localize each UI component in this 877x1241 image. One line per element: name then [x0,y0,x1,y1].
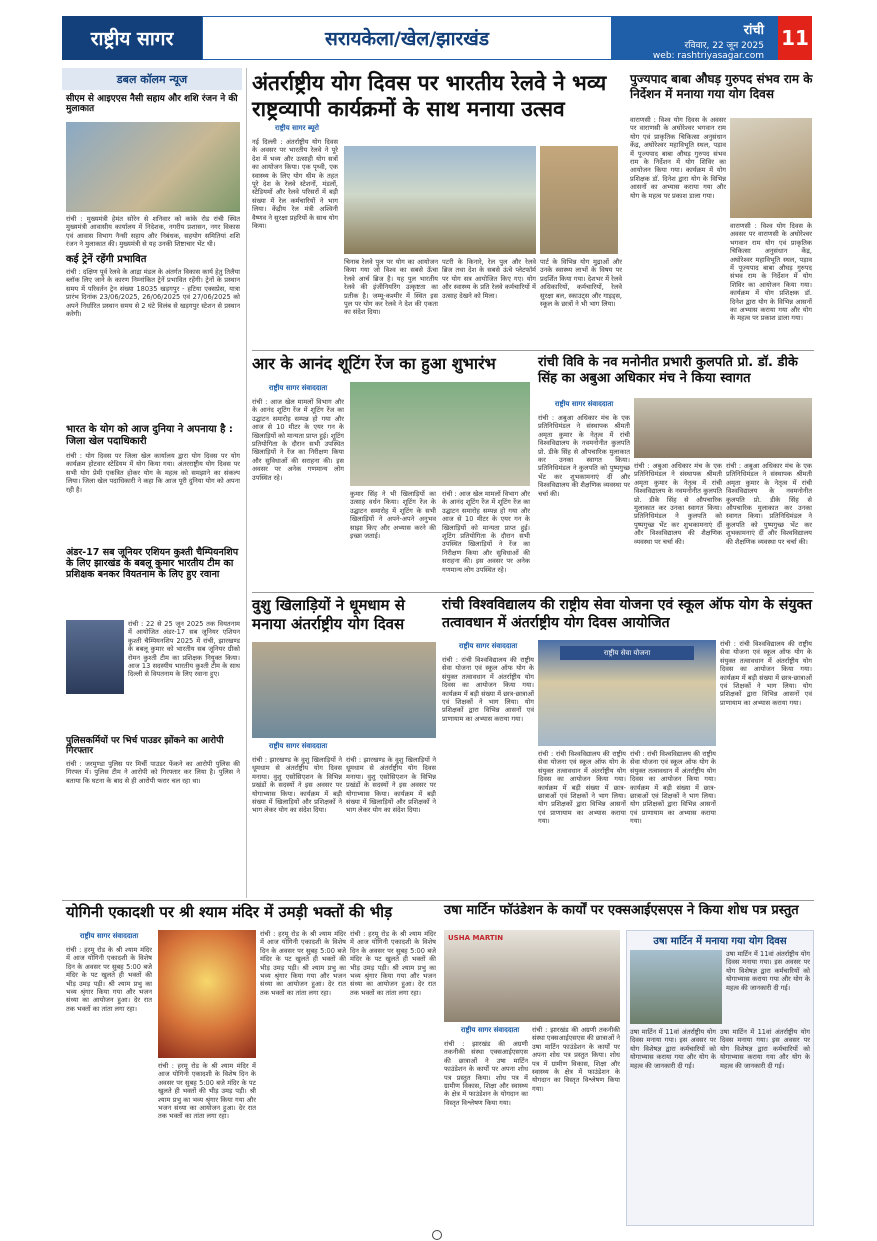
nss-byline: राष्ट्रीय सागर संवाददाता [458,642,518,650]
shooting-byline: राष्ट्रीय सागर संवाददाता [268,384,328,392]
story4-body: रांची : 22 से 25 जून 2025 तक वियतनाम में आयोजित अंडर-17 सब जूनियर एशियन कुश्ती चैम्पियनशिप 2025 में रांची, झारखण्ड के बबलू कुमार को भारतीय सब जूनियर ग्रीको रोमन कुश्ती टीम का प्रशिक्षक नियुक्त किया। आज 13 सदस्यीय भारतीय कुश्ती टीम के साथ दिल्ली से वियतनाम के लिए रवाना हुए। [128,620,240,679]
shooting-range-photo [350,382,530,486]
lead-body-col3: पटरी के किनारे, रेल पुल और रेलवे ब्रिज तथा देश के सबसे ऊंचे प्लेटफॉर्म पर योग सत्र आयोजित किए गए। योग और स्वास्थ्य के प्रति रेलवे कर्मचारियों में उत्साह देखने को मिला। [442,258,536,300]
ekadashi-body-4: रांची : हरमू रोड के श्री श्याम मंदिर में आज योगिनी एकादशी के विशेष दिन के अवसर पर सुबह 5:00 बजे मंदिर के पट खुलते ही भक्तों की भीड़ उमड़ पड़ी। श्री श्याम प्रभु का भव्य श्रृंगार किया गया और भजन संध्या का आयोजन हुआ। देर रात तक भक्तों का तांता लगा रहा। [350,930,436,997]
story5-headline: पुलिसकर्मियों पर भिर्च पाउडर झोंकने का आरोपी गिरफ्तार [66,736,224,757]
ekadashi-byline: राष्ट्रीय सागर संवाददाता [79,932,139,940]
section-rule-3 [62,900,814,901]
section-rule-2 [252,592,814,593]
bridge-yoga-photo [344,146,536,254]
wushu-headline: वुशु खिलाड़ियों ने धूमधाम से मनाया अंतर्राष्ट्रीय योग दिवस [252,596,405,633]
story1-headline: सीएम से आइएएस नैसी सहाय और शशि रंजन ने की मुलाकात [66,94,238,115]
ekadashi-headline: योगिनी एकादशी पर श्री श्याम मंदिर में उमड़ी भक्तों की भीड़ [66,903,393,921]
usha-side-headline: उषा मार्टिन में मनाया गया योग दिवस [653,936,787,947]
nss-headline: रांची विश्वविद्यालय की राष्ट्रीय सेवा योजना एवं स्कूल ऑफ योग के संयुक्त तत्वावधान में अंतर्राष्ट्रीय योग दिवस आयोजित [442,597,812,631]
story1-body: रांची : मुख्यमंत्री हेमंत सोरेन से शनिवार को कांके रोड रांची स्थित मुख्यमंत्री आवासीय कार्यालय में निदेशक, नगरीय प्रशासन, नगर विकास एवं आवास विभाग नैन्सी सहाय और निबंधक, सहयोग समितियां शशि रंजन ने मुलाकात की। मुख्यमंत्री से यह उनकी शिष्टाचार भेंट थी। [66,215,240,249]
lead-body-col2: चिनाब रेलवे पुल पर योग का आयोजन किया गया जो विश्व का सबसे ऊँचा रेलवे आर्च ब्रिज है। यह पुल भारतीय रेलवे की इंजीनियरिंग उत्कृष्टता का प्रतीक है। जम्मू-कश्मीर में स्थित इस पुल पर योग कर रेलवे ने देश की एकता का संदेश दिया। [344,258,438,317]
section-rule [252,350,814,351]
vc-welcome-photo [634,398,812,458]
usha-side-body-2: उषा मार्टिन में 11वां अंतर्राष्ट्रीय योग दिवस मनाया गया। इस अवसर पर योग विशेषज्ञ द्वारा कर्मचारियों को योगाभ्यास कराया गया और योग के महत्व की जानकारी दी गई। [630,1028,716,1070]
lead-byline: राष्ट्रीय सागर ब्यूरो [275,124,319,132]
baba-headline: पुज्यपाद बाबा औघड़ गुरुपद संभव राम के निर्देशन में मनाया गया योग दिवस [630,72,813,101]
baba-body: वाराणसी : विश्व योग दिवस के अवसर पर वाराणसी के अघोरेश्वर भगवान राम योग एवं प्राकृतिक चिकित्सा अनुसंधान केंद्र, अघोरेश्वर महाविभूति स्थल, पड़ाव में पूज्यपाद बाबा औघड़ गुरुपद संभव राम के निर्देशन में योग शिविर का आयोजन किया गया। कार्यक्रम में योग प्रशिक्षक डॉ. दिनेश द्वारा योग के विभिन्न आसनों का अभ्यास कराया गया और योग के महत्व पर प्रकाश डाला गया। [630,116,726,200]
website-text[interactable]: web: rashtriyasagar.com [652,51,764,61]
usha-yoga-photo [630,950,722,1024]
page-number: 11 [778,16,812,60]
vc-body-2: रांची : अबुआ अधिकार मंच के एक प्रतिनिधिमंडल ने संस्थापक श्रीमती अमृता कुमार के नेतृत्व में रांची विश्वविद्यालय के नवमनोनीत कुलपति प्रो. डीके सिंह से औपचारिक मुलाकात कर उनका स्वागत किया। प्रतिनिधिमंडल ने कुलपति को पुष्पगुच्छ भेंट कर शुभकामनाएं दीं और विश्वविद्यालय की शैक्षणिक व्यवस्था पर चर्चा की। [634,462,722,546]
vc-byline: राष्ट्रीय सागर संवाददाता [554,400,614,408]
cm-meeting-photo [66,122,240,212]
baba-yoga-photo [730,118,812,218]
double-column-label: डबल कॉलम न्यूज [62,68,242,90]
usha-body-2: रांची : झारखंड की अग्रणी तकनीकी संस्था एक्सआईएसएस की छात्राओं ने उषा मार्टिन फाउंडेशन के कार्यों पर अपना शोध पत्र प्रस्तुत किया। शोध पत्र में ग्रामीण विकास, शिक्षा और स्वास्थ्य के क्षेत्र में फाउंडेशन के योगदान का विस्तृत विश्लेषण किया गया। [532,1026,620,1093]
ekadashi-body-3: रांची : हरमू रोड के श्री श्याम मंदिर में आज योगिनी एकादशी के विशेष दिन के अवसर पर सुबह 5:00 बजे मंदिर के पट खुलते ही भक्तों की भीड़ उमड़ पड़ी। श्री श्याम प्रभु का भव्य श्रृंगार किया गया और भजन संध्या का आयोजन हुआ। देर रात तक भक्तों का तांता लगा रहा। [260,930,346,997]
wushu-byline: राष्ट्रीय सागर संवाददाता [268,742,328,750]
story3-headline: भारत के योग को आज दुनिया ने अपनाया है : जिला खेल पदाधिकारी [66,424,233,447]
vc-body-3: रांची : अबुआ अधिकार मंच के एक प्रतिनिधिमंडल ने संस्थापक श्रीमती अमृता कुमार के नेतृत्व में रांची विश्वविद्यालय के नवमनोनीत कुलपति प्रो. डीके सिंह से औपचारिक मुलाकात कर उनका स्वागत किया। प्रतिनिधिमंडल ने कुलपति को पुष्पगुच्छ भेंट कर शुभकामनाएं दीं और विश्वविद्यालय की शैक्षणिक व्यवस्था पर चर्चा की। [726,462,812,546]
dateline [612,16,772,60]
lead-headline: अंतर्राष्ट्रीय योग दिवस पर भारतीय रेलवे ने भव्य राष्ट्रव्यापी कार्यक्रमों के साथ मनाया उत्सव [252,71,607,121]
column-divider [246,68,247,898]
registration-mark-icon [432,1230,442,1240]
station-yoga-photo [540,146,618,254]
nss-banner: राष्ट्रीय सेवा योजना [560,646,694,660]
lead-body-col4: पार्ट के विभिन्न योग मुद्राओं और उनके स्वास्थ्य लाभों के विषय पर प्रदर्शित किया गया। देशभर में रेलवे अधिकारियों, कर्मचारियों, रेलवे सुरक्षा बल, स्काउट्स और गाइड्स, स्कूल के छात्रों ने भी भाग लिया। [540,258,622,309]
usha-side-body-3: उषा मार्टिन में 11वां अंतर्राष्ट्रीय योग दिवस मनाया गया। इस अवसर पर योग विशेषज्ञ द्वारा कर्मचारियों को योगाभ्यास कराया गया और योग के महत्व की जानकारी दी गई। [720,1028,810,1070]
story3-body: रांची : योग दिवस पर जिला खेल कार्यालय द्वारा योग दिवस पर योग कार्यक्रम होटवार स्टेडियम में योग किया गया। अंतरराष्ट्रीय योग दिवस पर सभी योग प्रेमी एकत्रित होकर योग के महत्व को समझाने का संकल्प लिया। जिला खेल पदाधिकारी ने कहा कि आज पूरी दुनिया योग को अपना रही है। [66,452,240,494]
section-title: सरायकेला/खेल/झारखंड [202,16,612,60]
ekadashi-body-2: रांची : हरमू रोड के श्री श्याम मंदिर में आज योगिनी एकादशी के विशेष दिन के अवसर पर सुबह 5:00 बजे मंदिर के पट खुलते ही भक्तों की भीड़ उमड़ पड़ी। श्री श्याम प्रभु का भव्य श्रृंगार किया गया और भजन संध्या का आयोजन हुआ। देर रात तक भक्तों का तांता लगा रहा। [158,1062,256,1121]
ekadashi-body: रांची : हरमू रोड के श्री श्याम मंदिर में आज योगिनी एकादशी के विशेष दिन के अवसर पर सुबह 5:00 बजे मंदिर के पट खुलते ही भक्तों की भीड़ उमड़ पड़ी। श्री श्याम प्रभु का भव्य श्रृंगार किया गया और भजन संध्या का आयोजन हुआ। देर रात तक भक्तों का तांता लगा रहा। [66,946,152,1013]
wushu-body-2: रांची : झारखण्ड के वुशु खिलाड़ियों ने धूमधाम से अंतर्राष्ट्रीय योग दिवस मनाया। वुशु एसोसिएशन के विभिन्न प्रखंडों के सदस्यों ने इस अवसर पर योगाभ्यास किया। कार्यक्रम में बड़ी संख्या में खिलाड़ियों और प्रशिक्षकों ने भाग लेकर योग का संदेश दिया। [346,756,436,815]
coach-portrait-photo [66,620,124,694]
story2-body: रांची : दक्षिण पूर्व रेलवे के आद्रा मंडल के अंतर्गत विकास कार्य हेतु तिलैया ब्लॉक लिए जाने के कारण निम्नांकित ट्रेनें प्रभावित रहेंगी। ट्रेनों के प्रस्थान समय में परिवर्तन ट्रेन संख्या 18035 खड़गपुर - हटिया एक्सप्रेस, यात्रा प्रारंभ दिनांक 23/06/2025, 26/06/2025 एवं 27/06/2025 को अपने निर्धारित प्रस्थान समय से 2 घंटे विलंब से खड़गपुर स्टेशन से प्रस्थान करेगी। [66,268,240,319]
usha-byline: राष्ट्रीय सागर संवाददाता [460,1026,520,1034]
usha-side-body: उषा मार्टिन में 11वां अंतर्राष्ट्रीय योग दिवस मनाया गया। इस अवसर पर योग विशेषज्ञ द्वारा कर्मचारियों को योगाभ्यास कराया गया और योग के महत्व की जानकारी दी गई। [726,950,810,992]
usha-body: रांची : झारखंड की अग्रणी तकनीकी संस्था एक्सआईएसएस की छात्राओं ने उषा मार्टिन फाउंडेशन के कार्यों पर अपना शोध पत्र प्रस्तुत किया। शोध पत्र में ग्रामीण विकास, शिक्षा और स्वास्थ्य के क्षेत्र में फाउंडेशन के योगदान का विस्तृत विश्लेषण किया गया। [444,1040,528,1107]
lead-body-col1: नई दिल्ली : अंतर्राष्ट्रीय योग दिवस के अवसर पर भारतीय रेलवे ने पूरे देश में भव्य और उत्साही योग सत्रों का आयोजन किया। एक पृथ्वी, एक स्वास्थ्य के लिए योग थीम के तहत पूरे देश के रेलवे स्टेशनों, मंडलों, स्टेडियमों और रेलवे परिसरों में बड़ी संख्या में रेल कर्मचारियों ने भाग लिया। केंद्रीय रेल मंत्री अश्विनी वैष्णव ने सुरक्षा प्रहरियों के साथ योग किया। [252,138,338,231]
usha-logo: USHA MARTIN [448,934,504,942]
shooting-body: रांची : आज खेल मामलों विभाग और के आनंद शूटिंग रेंज में शूटिंग रेंज का उद्घाटन समारोह सम्पन्न हो गया और आज से 10 मीटर के एयर गन के खिलाड़ियों को मान्यता प्राप्त हुई। शूटिंग प्रतियोगिता के दौरान सभी उपस्थित खिलाड़ियों ने रेंज का निरीक्षण किया और सुविधाओं की सराहना की। इस अवसर पर अनेक गणमान्य लोग उपस्थित रहे। [252,398,344,482]
newspaper-brand: राष्ट्रीय सागर [62,16,202,60]
vc-headline: रांची विवि के नव मनोनीत प्रभारी कुलपति प्रो. डॉ. डीके सिंह का अबुआ अधिकार मंच ने किया स्वागत [538,355,798,386]
nss-body-2: रांची : रांची विश्वविद्यालय की राष्ट्रीय सेवा योजना एवं स्कूल ऑफ योग के संयुक्त तत्वावधान में अंतर्राष्ट्रीय योग दिवस का आयोजन किया गया। कार्यक्रम में बड़ी संख्या में छात्र-छात्राओं एवं शिक्षकों ने भाग लिया। योग प्रशिक्षकों द्वारा विभिन्न आसनों एवं प्राणायाम का अभ्यास कराया गया। [538,750,626,826]
nss-body-3: रांची : रांची विश्वविद्यालय की राष्ट्रीय सेवा योजना एवं स्कूल ऑफ योग के संयुक्त तत्वावधान में अंतर्राष्ट्रीय योग दिवस का आयोजन किया गया। कार्यक्रम में बड़ी संख्या में छात्र-छात्राओं एवं शिक्षकों ने भाग लिया। योग प्रशिक्षकों द्वारा विभिन्न आसनों एवं प्राणायाम का अभ्यास कराया गया। [630,750,716,826]
shooting-headline: आर के आनंद शूटिंग रेंज का हुआ शुभारंभ [252,354,496,373]
baba-body-cont: वाराणसी : विश्व योग दिवस के अवसर पर वाराणसी के अघोरेश्वर भगवान राम योग एवं प्राकृतिक चिकित्सा अनुसंधान केंद्र, अघोरेश्वर महाविभूति स्थल, पड़ाव में पूज्यपाद बाबा औघड़ गुरुपद संभव राम के निर्देशन में योग शिविर का आयोजन किया गया। कार्यक्रम में योग प्रशिक्षक डॉ. दिनेश द्वारा योग के विभिन्न आसनों का अभ्यास कराया गया और योग के महत्व पर प्रकाश डाला गया। [730,222,812,323]
nss-body: रांची : रांची विश्वविद्यालय की राष्ट्रीय सेवा योजना एवं स्कूल ऑफ योग के संयुक्त तत्वावधान में अंतर्राष्ट्रीय योग दिवस का आयोजन किया गया। कार्यक्रम में बड़ी संख्या में छात्र-छात्राओं एवं शिक्षकों ने भाग लिया। योग प्रशिक्षकों द्वारा विभिन्न आसनों एवं प्राणायाम का अभ्यास कराया गया। [442,656,534,723]
shooting-body-3: रांची : आज खेल मामलों विभाग और के आनंद शूटिंग रेंज में शूटिंग रेंज का उद्घाटन समारोह सम्पन्न हो गया और आज से 10 मीटर के एयर गन के खिलाड़ियों को मान्यता प्राप्त हुई। शूटिंग प्रतियोगिता के दौरान सभी उपस्थित खिलाड़ियों ने रेंज का निरीक्षण किया और सुविधाओं की सराहना की। इस अवसर पर अनेक गणमान्य लोग उपस्थित रहे। [442,490,530,574]
shyam-mandir-photo [158,930,256,1058]
wushu-body: रांची : झारखण्ड के वुशु खिलाड़ियों ने धूमधाम से अंतर्राष्ट्रीय योग दिवस मनाया। वुशु एसोसिएशन के विभिन्न प्रखंडों के सदस्यों ने इस अवसर पर योगाभ्यास किया। कार्यक्रम में बड़ी संख्या में खिलाड़ियों और प्रशिक्षकों ने भाग लेकर योग का संदेश दिया। [252,756,342,815]
shooting-body-2: कुमार सिंह ने भी खिलाड़ियों का उत्साह वर्धन किया। शूटिंग रेंज के उद्घाटन समारोह में शूटिंग के सभी खिलाड़ियों ने अपने-अपने अनुभव साझा किए और अभ्यास करने की इच्छा जताई। [350,490,436,541]
vc-body: रांची : अबुआ अधिकार मंच के एक प्रतिनिधिमंडल ने संस्थापक श्रीमती अमृता कुमार के नेतृत्व में रांची विश्वविद्यालय के नवमनोनीत कुलपति प्रो. डीके सिंह से औपचारिक मुलाकात कर उनका स्वागत किया। प्रतिनिधिमंडल ने कुलपति को पुष्पगुच्छ भेंट कर शुभकामनाएं दीं और विश्वविद्यालय की शैक्षणिक व्यवस्था पर चर्चा की। [538,414,630,498]
date-text: रविवार, 22 जून 2025 [684,41,764,51]
nss-body-4: रांची : रांची विश्वविद्यालय की राष्ट्रीय सेवा योजना एवं स्कूल ऑफ योग के संयुक्त तत्वावधान में अंतर्राष्ट्रीय योग दिवस का आयोजन किया गया। कार्यक्रम में बड़ी संख्या में छात्र-छात्राओं एवं शिक्षकों ने भाग लिया। योग प्रशिक्षकों द्वारा विभिन्न आसनों एवं प्राणायाम का अभ्यास कराया गया। [720,640,812,707]
story4-headline: अंडर-17 सब जूनियर एशियन कुश्ती चैम्पियनशिप के लिए झारखंड के बबलू कुमार भारतीय टीम का प्रशिक्षक बनकर वियतनाम के लिए हुए रवाना [66,547,239,580]
city-name: रांची [743,23,764,38]
wushu-yoga-photo [252,642,436,738]
story5-body: रांची : जरमुण्डा पुलिस पर मिर्ची पाउडर फेंकने का आरोपी पुलिस की गिरफ्त में। पुलिस टीम ने आरोपी को गिरफ्तार कर लिया है। पुलिस ने बताया कि घटना के बाद से ही आरोपी फरार चल रहा था। [66,760,240,785]
usha-headline: उषा मार्टिन फॉउंडेशन के कार्यों पर एक्सआईएसएस ने किया शोध पत्र प्रस्तुत [444,903,799,918]
story2-headline: कई ट्रेनें रहेंगी प्रभावित [66,254,147,265]
